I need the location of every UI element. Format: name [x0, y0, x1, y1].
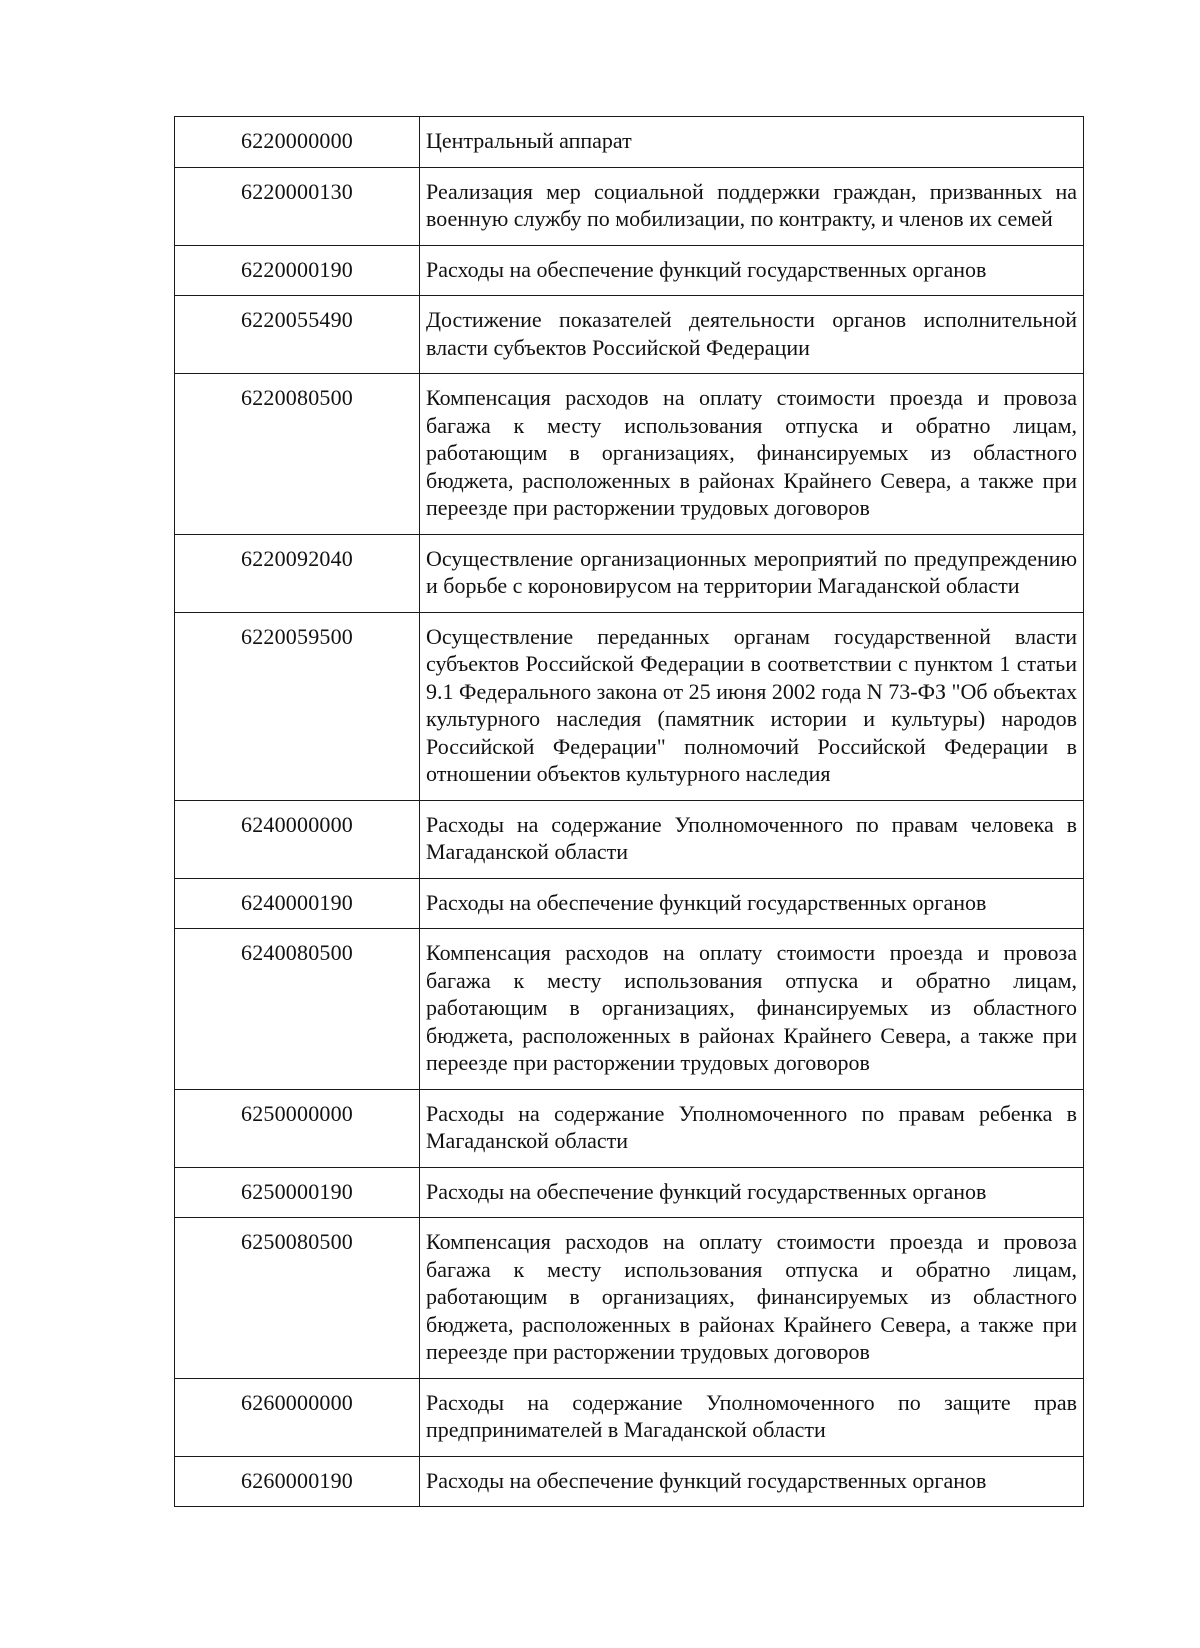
description-cell: Расходы на содержание Уполномоченного по правам ребенка в Магаданской области [420, 1089, 1084, 1167]
code-cell: 6250080500 [175, 1218, 420, 1379]
description-cell: Компенсация расходов на оплату стоимости проезда и провоза багажа к месту использования отпуска и обратно лицам, работающим в организациях, финансируемых из областного бюджета, расположенных в районах Крайнего Севера, а также при переезде при расторжении трудовых договоров [420, 374, 1084, 535]
code-cell: 6220080500 [175, 374, 420, 535]
description-cell: Осуществление переданных органам государственной власти субъектов Российской Федерации в соответствии с пунктом 1 статьи 9.1 Федерального закона от 25 июня 2002 года N 73-ФЗ "Об объектах культурного наследия (памятник истории и культуры) народов Российской Федерации" полномочий Российской Федерации в отношении объектов культурного наследия [420, 612, 1084, 800]
budget-code-table [174, 116, 1084, 1507]
code-cell: 6220000000 [175, 117, 420, 168]
table-row [175, 878, 1084, 929]
table-row [175, 534, 1084, 612]
table-row [175, 1167, 1084, 1218]
description-cell: Расходы на обеспечение функций государственных органов [420, 878, 1084, 929]
description-cell: Достижение показателей деятельности органов исполнительной власти субъектов Российской Федерации [420, 296, 1084, 374]
table-row [175, 1378, 1084, 1456]
code-cell: 6260000000 [175, 1378, 420, 1456]
table-row [175, 800, 1084, 878]
table-row [175, 929, 1084, 1090]
description-cell: Центральный аппарат [420, 117, 1084, 168]
code-cell: 6220000130 [175, 167, 420, 245]
description-cell: Компенсация расходов на оплату стоимости проезда и провоза багажа к месту использования отпуска и обратно лицам, работающим в организациях, финансируемых из областного бюджета, расположенных в районах Крайнего Севера, а также при переезде при расторжении трудовых договоров [420, 1218, 1084, 1379]
table-row [175, 245, 1084, 296]
table-row [175, 1089, 1084, 1167]
description-cell: Расходы на обеспечение функций государственных органов [420, 1167, 1084, 1218]
code-cell: 6260000190 [175, 1456, 420, 1507]
table-row [175, 296, 1084, 374]
table-row [175, 167, 1084, 245]
code-cell: 6220092040 [175, 534, 420, 612]
description-cell: Расходы на содержание Уполномоченного по защите прав предпринимателей в Магаданской области [420, 1378, 1084, 1456]
code-cell: 6240000190 [175, 878, 420, 929]
table-row [175, 1456, 1084, 1507]
description-cell: Компенсация расходов на оплату стоимости проезда и провоза багажа к месту использования отпуска и обратно лицам, работающим в организациях, финансируемых из областного бюджета, расположенных в районах Крайнего Севера, а также при переезде при расторжении трудовых договоров [420, 929, 1084, 1090]
description-cell: Расходы на содержание Уполномоченного по правам человека в Магаданской области [420, 800, 1084, 878]
description-cell: Расходы на обеспечение функций государственных органов [420, 245, 1084, 296]
code-cell: 6220055490 [175, 296, 420, 374]
table-row [175, 374, 1084, 535]
description-cell: Осуществление организационных мероприятий по предупреждению и борьбе с короновирусом на территории Магаданской области [420, 534, 1084, 612]
table-row [175, 117, 1084, 168]
table-row [175, 612, 1084, 800]
table-row [175, 1218, 1084, 1379]
code-cell: 6250000190 [175, 1167, 420, 1218]
code-cell: 6240080500 [175, 929, 420, 1090]
description-cell: Реализация мер социальной поддержки граждан, призванных на военную службу по мобилизации, по контракту, и членов их семей [420, 167, 1084, 245]
table-body [175, 117, 1084, 1507]
code-cell: 6220059500 [175, 612, 420, 800]
code-cell: 6250000000 [175, 1089, 420, 1167]
code-cell: 6240000000 [175, 800, 420, 878]
description-cell: Расходы на обеспечение функций государственных органов [420, 1456, 1084, 1507]
code-cell: 6220000190 [175, 245, 420, 296]
